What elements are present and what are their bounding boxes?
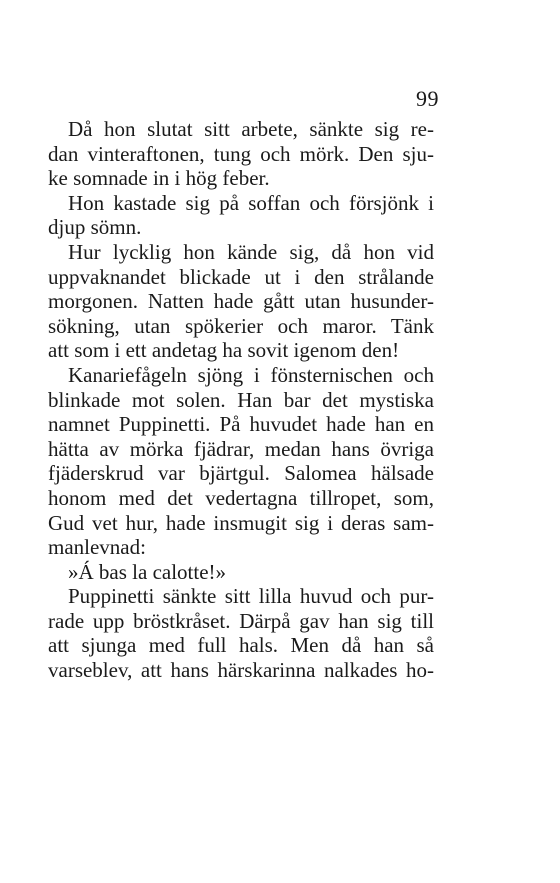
- text-line: blinkade mot solen. Han bar det mystiska: [48, 387, 434, 412]
- text-line: Kanariefågeln sjöng i fönsternischen och: [68, 362, 434, 387]
- text-line: manlevnad:: [48, 535, 146, 560]
- text-line: varseblev, att hans härskarinna nalkades ho-: [48, 658, 434, 683]
- text-line: morgonen. Natten hade gått utan husunder-: [48, 289, 434, 314]
- text-line: honom med det vedertagna tillropet, som,: [48, 485, 434, 510]
- text-line: ke somnade in i hög feber.: [48, 166, 270, 191]
- text-line: namnet Puppinetti. På huvudet hade han en: [48, 412, 434, 437]
- body-text: [48, 117, 434, 683]
- page-number: 99: [416, 86, 439, 111]
- text-line: rade upp bröstkråset. Därpå gav han sig till: [48, 608, 434, 633]
- text-line: Hon kastade sig på soffan och försjönk i: [68, 190, 434, 215]
- text-line: Gud vet hur, hade insmugit sig i deras sam-: [48, 510, 434, 535]
- text-line: Då hon slutat sitt arbete, sänkte sig re-: [68, 117, 434, 141]
- text-line: dan vinteraftonen, tung och mörk. Den sju-: [48, 141, 434, 166]
- text-line: att som i ett andetag ha sovit igenom den!: [48, 338, 400, 363]
- text-line: att sjunga med full hals. Men då han så: [48, 633, 434, 658]
- text-line: fjäderskrud var bjärtgul. Salomea hälsade: [48, 461, 434, 486]
- text-line: djup sömn.: [48, 215, 142, 240]
- text-line: Hur lycklig hon kände sig, då hon vid: [68, 239, 434, 264]
- text-line: hätta av mörka fjädrar, medan hans övriga: [48, 436, 434, 461]
- text-line: uppvaknandet blickade ut i den strålande: [48, 264, 434, 289]
- text-line: »Á bas la calotte!»: [68, 559, 227, 584]
- text-line: sökning, utan spökerier och maror. Tänk: [48, 313, 434, 338]
- text-line: Puppinetti sänkte sitt lilla huvud och pur-: [68, 584, 434, 609]
